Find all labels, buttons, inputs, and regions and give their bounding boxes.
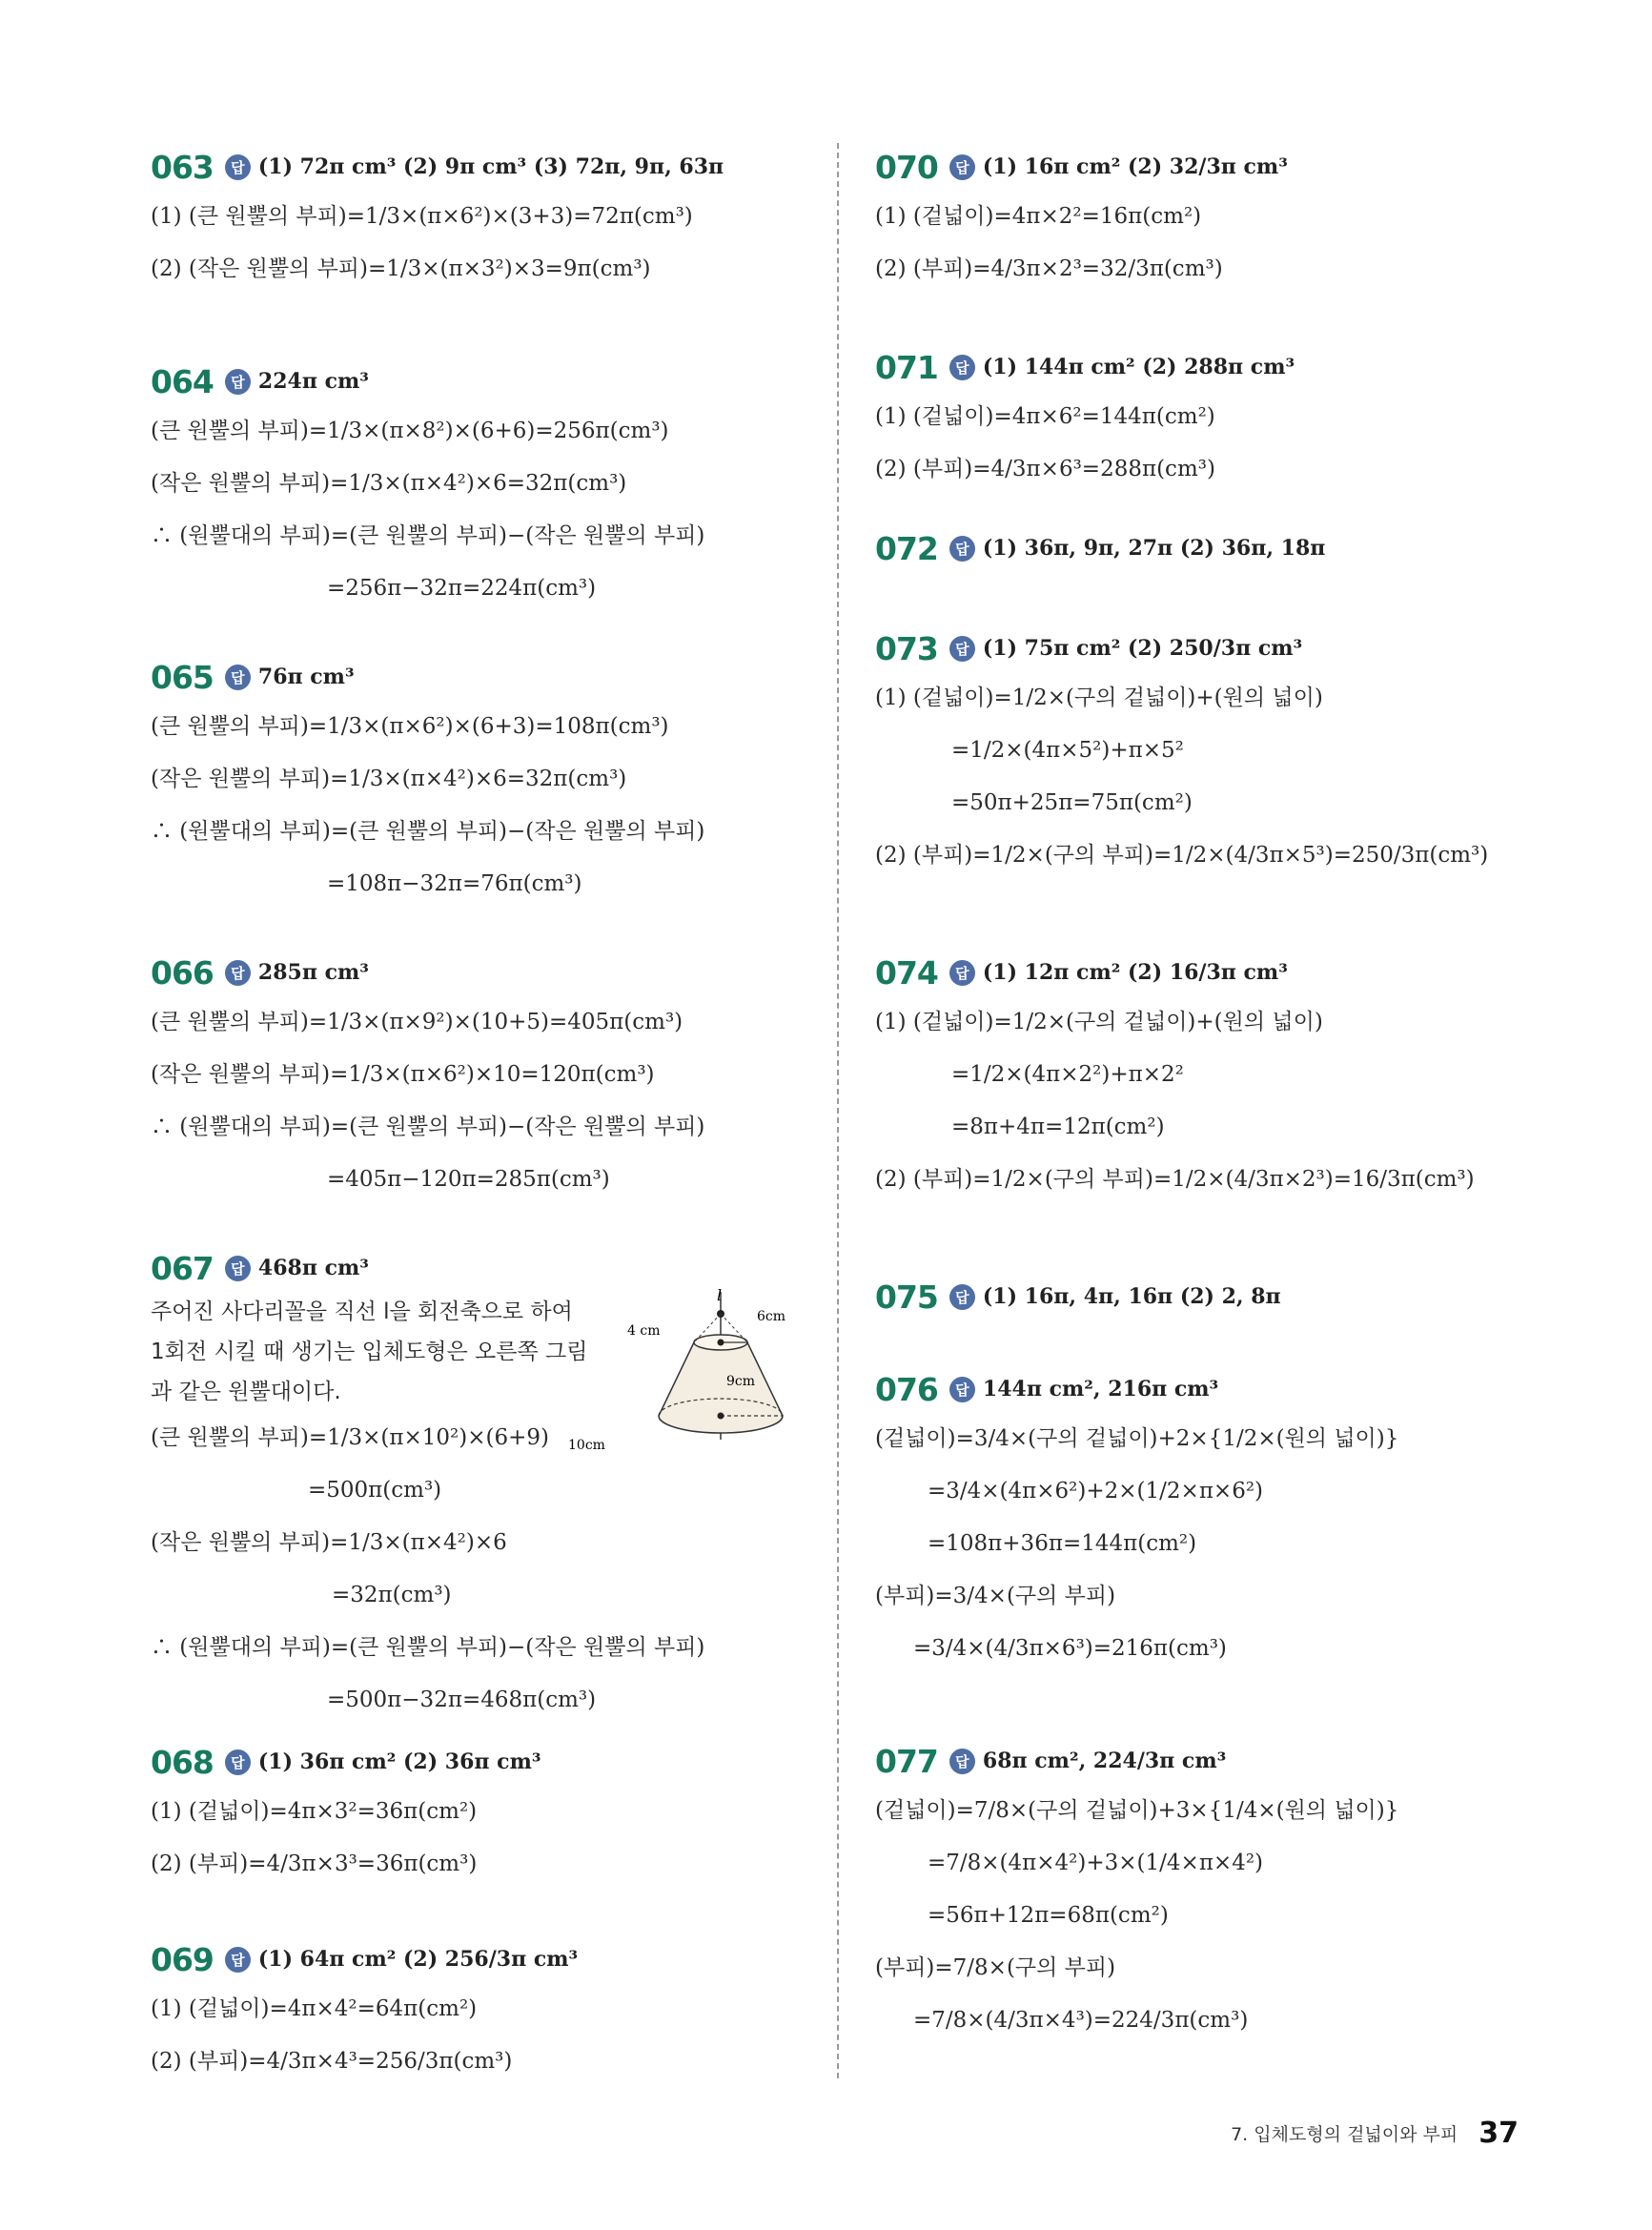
solution-line: (작은 원뿔의 부피)=1/3×(π×4²)×6=32π(cm³) — [151, 767, 627, 791]
problem-number: 064 — [151, 362, 214, 400]
column-divider — [837, 143, 839, 2078]
answer-badge: 답 — [225, 154, 251, 180]
problem-073 — [875, 624, 1542, 882]
answer: (1) 64π cm² (2) 256/3π cm³ — [257, 1947, 579, 1972]
problem-074 — [875, 949, 1542, 1206]
solution-line: (2) (부피)=4/3π×3³=36π(cm³) — [151, 1852, 478, 1876]
problem-number: 072 — [875, 529, 938, 567]
problem-065 — [151, 653, 818, 910]
solution-line: (2) (부피)=1/2×(구의 부피)=1/2×(4/3π×5³)=250/3π(cm³) — [875, 843, 1489, 868]
solution-line: =3/4×(4/3π×6³)=216π(cm³) — [913, 1636, 1227, 1661]
problem-number: 067 — [151, 1249, 214, 1287]
solution-line: (2) (부피)=4/3π×6³=288π(cm³) — [875, 457, 1215, 481]
answer: 285π cm³ — [257, 960, 369, 985]
answer-badge: 답 — [225, 1256, 251, 1281]
problem-number: 075 — [875, 1278, 938, 1316]
answer: (1) 36π cm² (2) 36π cm³ — [257, 1749, 541, 1774]
answer-badge: 답 — [949, 1284, 975, 1310]
answer-badge: 답 — [949, 536, 975, 562]
solution-line: (2) (작은 원뿔의 부피)=1/3×(π×3²)×3=9π(cm³) — [151, 256, 651, 281]
solution-line: (1) (겉넓이)=4π×6²=144π(cm²) — [875, 404, 1215, 429]
solution-line: (큰 원뿔의 부피)=1/3×(π×8²)×(6+6)=256π(cm³) — [151, 419, 669, 443]
answer-badge: 답 — [225, 1947, 251, 1973]
answer: (1) 144π cm² (2) 288π cm³ — [982, 355, 1295, 379]
problem-number: 063 — [151, 148, 214, 186]
problem-064 — [151, 358, 818, 615]
problem-number: 074 — [875, 953, 938, 992]
page-footer — [1231, 2117, 1519, 2150]
answer: 76π cm³ — [257, 665, 355, 689]
answer: 468π cm³ — [257, 1256, 369, 1280]
solution-line: =7/8×(4/3π×4³)=224/3π(cm³) — [913, 2008, 1249, 2033]
answer-badge: 답 — [225, 665, 251, 690]
solution-line: (큰 원뿔의 부피)=1/3×(π×10²)×(6+9) — [151, 1425, 550, 1450]
chapter-title: 7. 입체도형의 겉넓이와 부피 — [1231, 2124, 1458, 2145]
solution-line: =7/8×(4π×4²)+3×(1/4×π×4²) — [928, 1851, 1264, 1875]
answer-badge: 답 — [949, 1377, 975, 1402]
solution-line: (부피)=3/4×(구의 부피) — [875, 1584, 1116, 1608]
top-label: 4 cm — [627, 1323, 661, 1339]
bottom-label: 10cm — [568, 1438, 605, 1453]
solution-line: =3/4×(4π×6²)+2×(1/2×π×6²) — [928, 1479, 1264, 1504]
description-line: 주어진 사다리꼴을 직선 l을 회전축으로 하여 — [151, 1299, 573, 1324]
solution-line: (1) (겉넓이)=1/2×(구의 겉넓이)+(원의 넓이) — [875, 1010, 1323, 1034]
solution-line: (1) (겉넓이)=4π×2²=16π(cm²) — [875, 204, 1202, 229]
problem-070 — [875, 143, 1542, 296]
top-center — [718, 1340, 724, 1346]
answer-badge: 답 — [949, 154, 975, 180]
answer-badge: 답 — [949, 636, 975, 662]
answer: (1) 12π cm² (2) 16/3π cm³ — [982, 960, 1288, 985]
problem-068 — [151, 1738, 818, 1891]
solution-line: (1) (겉넓이)=4π×3²=36π(cm²) — [151, 1799, 478, 1824]
description-line: 과 같은 원뿔대이다. — [151, 1380, 341, 1404]
solution-line: (작은 원뿔의 부피)=1/3×(π×4²)×6 — [151, 1530, 507, 1555]
answer: 144π cm², 216π cm³ — [982, 1377, 1219, 1401]
solution-line: =500π(cm³) — [308, 1478, 442, 1503]
solution-line: =32π(cm³) — [332, 1583, 452, 1607]
answer-badge: 답 — [225, 960, 251, 986]
problem-number: 076 — [875, 1370, 938, 1408]
answer-badge: 답 — [225, 1749, 251, 1775]
solution-line: =1/2×(4π×2²)+π×2² — [951, 1062, 1184, 1087]
solution-line: =108π+36π=144π(cm²) — [928, 1531, 1197, 1556]
solution-line: (1) (겉넓이)=1/2×(구의 겉넓이)+(원의 넓이) — [875, 685, 1323, 710]
problem-number: 069 — [151, 1940, 214, 1978]
solution-line: =500π−32π=468π(cm³) — [327, 1688, 597, 1712]
axis-label: l — [717, 1286, 723, 1304]
answer: 68π cm², 224/3π cm³ — [982, 1749, 1227, 1773]
frustum-diagram — [568, 1286, 816, 1459]
problem-075 — [875, 1273, 1542, 1320]
answer: (1) 75π cm² (2) 250/3π cm³ — [982, 636, 1303, 661]
problem-number: 077 — [875, 1742, 938, 1780]
problem-072 — [875, 524, 1542, 572]
problem-number: 071 — [875, 348, 938, 386]
problem-077 — [875, 1737, 1542, 2047]
solution-line: =256π−32π=224π(cm³) — [327, 576, 597, 601]
problem-number: 066 — [151, 953, 214, 992]
answer: 224π cm³ — [257, 369, 369, 394]
height-label: 9cm — [726, 1374, 756, 1389]
answer: (1) 16π cm² (2) 32/3π cm³ — [982, 154, 1288, 179]
solution-line: (2) (부피)=4/3π×4³=256/3π(cm³) — [151, 2049, 513, 2074]
solution-line: (1) (겉넓이)=4π×4²=64π(cm²) — [151, 1996, 478, 2021]
solution-line: =405π−120π=285π(cm³) — [327, 1167, 610, 1192]
slant-label: 6cm — [757, 1309, 786, 1324]
problem-number: 070 — [875, 148, 938, 186]
solution-line: (겉넓이)=3/4×(구의 겉넓이)+2×{1/2×(원의 넓이)} — [875, 1426, 1399, 1451]
problem-069 — [151, 1935, 818, 2088]
solution-line: (작은 원뿔의 부피)=1/3×(π×6²)×10=120π(cm³) — [151, 1062, 655, 1087]
problem-067 — [151, 1244, 818, 1727]
solution-line: (1) (큰 원뿔의 부피)=1/3×(π×6²)×(3+3)=72π(cm³) — [151, 204, 693, 229]
problem-number: 065 — [151, 658, 214, 696]
answer-badge: 답 — [949, 1749, 975, 1774]
problem-066 — [151, 949, 818, 1206]
answer-badge: 답 — [225, 369, 251, 395]
solution-line: (부피)=7/8×(구의 부피) — [875, 1955, 1116, 1980]
solution-line: =108π−32π=76π(cm³) — [327, 871, 582, 896]
problem-number: 073 — [875, 629, 938, 667]
solution-line: (2) (부피)=4/3π×2³=32/3π(cm³) — [875, 256, 1223, 281]
solution-line: =8π+4π=12π(cm²) — [951, 1115, 1165, 1139]
solution-line: =50π+25π=75π(cm²) — [951, 790, 1193, 815]
answer-badge: 답 — [949, 355, 975, 380]
solution-line: =1/2×(4π×5²)+π×5² — [951, 738, 1184, 763]
problem-076 — [875, 1365, 1542, 1675]
answer: (1) 36π, 9π, 27π (2) 36π, 18π — [982, 536, 1326, 561]
solution-line: ∴ (원뿔대의 부피)=(큰 원뿔의 부피)−(작은 원뿔의 부피) — [151, 523, 705, 548]
frustum-figure — [568, 1286, 816, 1459]
description-line: 1회전 시킬 때 생기는 입체도형은 오른쪽 그림 — [151, 1340, 588, 1364]
solution-line: ∴ (원뿔대의 부피)=(큰 원뿔의 부피)−(작은 원뿔의 부피) — [151, 1635, 705, 1660]
solution-line: (겉넓이)=7/8×(구의 겉넓이)+3×{1/4×(원의 넓이)} — [875, 1798, 1399, 1823]
frustum-body — [659, 1342, 783, 1433]
solution-line: ∴ (원뿔대의 부피)=(큰 원뿔의 부피)−(작은 원뿔의 부피) — [151, 1115, 705, 1139]
answer: (1) 16π, 4π, 16π (2) 2, 8π — [982, 1284, 1281, 1309]
solution-line: (작은 원뿔의 부피)=1/3×(π×4²)×6=32π(cm³) — [151, 471, 627, 496]
page-number: 37 — [1479, 2117, 1519, 2150]
solution-line: (2) (부피)=1/2×(구의 부피)=1/2×(4/3π×2³)=16/3π(cm³) — [875, 1167, 1475, 1192]
answer-badge: 답 — [949, 960, 975, 986]
problem-071 — [875, 343, 1542, 496]
solution-line: =56π+12π=68π(cm²) — [928, 1903, 1169, 1928]
solution-line: (큰 원뿔의 부피)=1/3×(π×9²)×(10+5)=405π(cm³) — [151, 1010, 683, 1034]
solution-line: (큰 원뿔의 부피)=1/3×(π×6²)×(6+3)=108π(cm³) — [151, 714, 669, 739]
problem-063 — [151, 143, 818, 296]
bottom-center — [718, 1413, 724, 1420]
solution-line: ∴ (원뿔대의 부피)=(큰 원뿔의 부피)−(작은 원뿔의 부피) — [151, 819, 705, 844]
problem-number: 068 — [151, 1743, 214, 1781]
answer: (1) 72π cm³ (2) 9π cm³ (3) 72π, 9π, 63π — [257, 154, 724, 179]
